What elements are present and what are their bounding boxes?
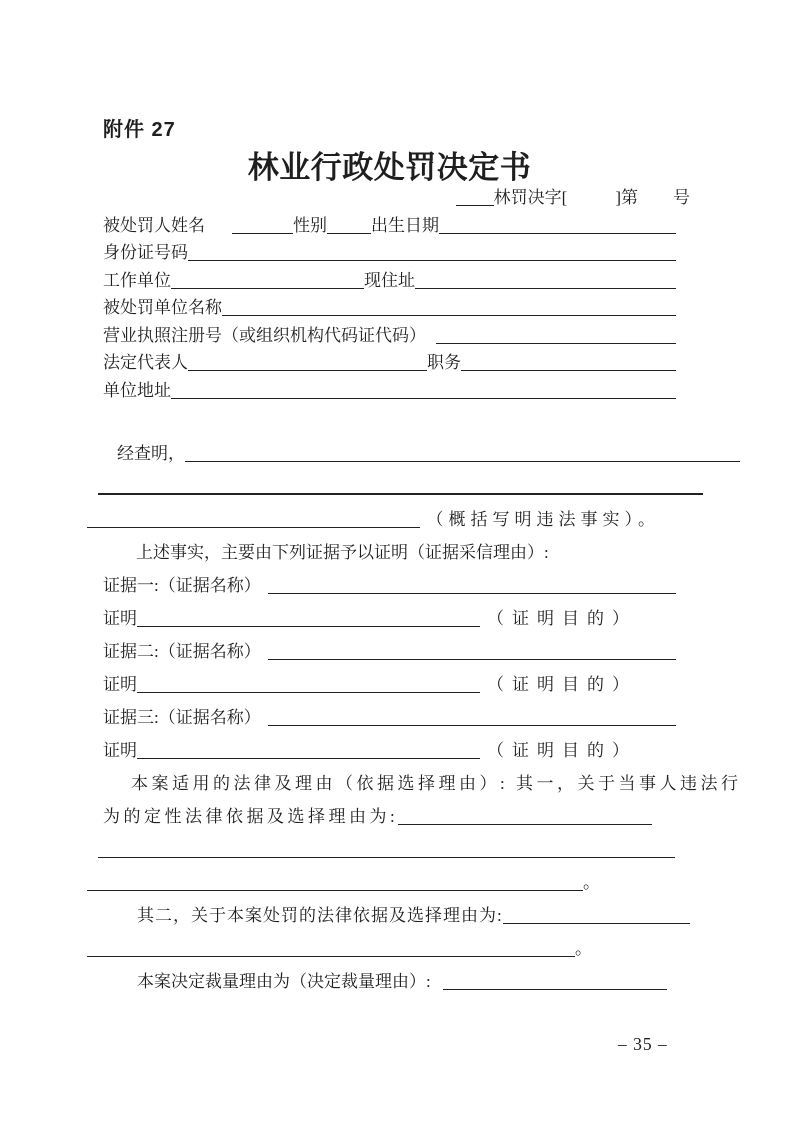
legal-second-blank-2 bbox=[87, 953, 575, 957]
name-blank bbox=[232, 230, 293, 234]
evidence-2-name-row bbox=[103, 629, 676, 662]
document-title: 林业行政处罚决定书 bbox=[247, 150, 532, 185]
evidence-3-prove-label: 证明 bbox=[103, 740, 137, 760]
evidence-1-prove-row bbox=[103, 596, 676, 629]
legal-blank-row bbox=[98, 827, 675, 860]
legal-basis-blank-3 bbox=[87, 887, 583, 891]
legal-line1: 本案适用的法律及理由（依据选择理由）: 其一，关于当事人违法行 bbox=[131, 773, 742, 793]
license-label: 营业执照注册号（或组织机构代码证代码） bbox=[103, 325, 426, 345]
unit-name-label: 被处罚单位名称 bbox=[103, 298, 222, 317]
id-number-blank bbox=[188, 257, 676, 261]
document-content bbox=[103, 118, 743, 992]
doc-number-middle: ]第 bbox=[615, 188, 638, 207]
evidence-2-prove-row bbox=[103, 662, 676, 695]
evidence-2-name-label: 证据二:（证据名称） bbox=[103, 641, 261, 661]
license-blank bbox=[436, 340, 676, 344]
legal-section bbox=[103, 761, 743, 992]
legal-second-blank-1 bbox=[503, 920, 690, 924]
findings-blank-1 bbox=[185, 458, 740, 462]
name-label: 被处罚人姓名 bbox=[103, 215, 205, 235]
gender-label: 性别 bbox=[293, 215, 327, 235]
evidence-3-name-row bbox=[103, 695, 676, 728]
position-blank bbox=[461, 367, 676, 371]
legal-period-row-1 bbox=[87, 860, 660, 893]
evidence-2-purpose-note: （证明目的） bbox=[487, 674, 637, 694]
legal-basis-blank-1 bbox=[398, 821, 652, 825]
findings-section bbox=[103, 431, 743, 563]
info-row-work bbox=[103, 263, 676, 291]
evidence-3-name-label: 证据三:（证据名称） bbox=[103, 707, 261, 727]
work-unit-label: 工作单位 bbox=[103, 270, 171, 290]
doc-number-serial-gap bbox=[638, 207, 673, 208]
evidence-3-prove-row bbox=[103, 728, 676, 761]
unit-name-blank bbox=[222, 312, 676, 316]
findings-blank-3 bbox=[87, 524, 420, 528]
evidence-1-prove-blank bbox=[137, 623, 480, 627]
doc-number-suffix: 号 bbox=[673, 188, 690, 207]
doc-number-line bbox=[103, 186, 690, 208]
legal-rep-label: 法定代表人 bbox=[103, 353, 188, 372]
info-row-legal-rep bbox=[103, 346, 676, 374]
party-info-section bbox=[103, 208, 743, 401]
evidence-2-prove-label: 证明 bbox=[103, 674, 137, 694]
legal-second-row bbox=[103, 893, 690, 926]
info-row-unit-name bbox=[103, 291, 676, 319]
legal-basis-blank-2 bbox=[98, 854, 675, 858]
evidence-3-purpose-note: （证明目的） bbox=[487, 740, 637, 760]
evidence-2-name-blank bbox=[268, 656, 676, 660]
info-row-person bbox=[103, 208, 676, 236]
legal-line1-row bbox=[103, 761, 740, 794]
findings-note: （概括写明违法事实）。 bbox=[426, 509, 660, 529]
evidence-1-name-row bbox=[103, 563, 676, 596]
discretion-label: 本案决定裁量理由为（决定裁量理由）: bbox=[137, 971, 435, 991]
work-unit-blank bbox=[171, 285, 364, 289]
findings-blank-row bbox=[98, 464, 703, 497]
legal-second-label: 其二，关于本案处罚的法律依据及选择理由为: bbox=[137, 905, 503, 925]
attachment-label: 附件 27 bbox=[103, 119, 176, 141]
doc-number-prefix: 林罚决字[ bbox=[493, 188, 568, 207]
evidence-1-name-blank bbox=[268, 590, 676, 594]
evidence-3-prove-blank bbox=[137, 755, 480, 759]
evidence-section bbox=[103, 563, 743, 761]
legal-line2-row bbox=[103, 794, 652, 827]
evidence-intro-row bbox=[103, 530, 676, 563]
period-mark-2: 。 bbox=[575, 938, 592, 958]
evidence-1-prove-label: 证明 bbox=[103, 608, 137, 628]
evidence-2-prove-blank bbox=[137, 689, 480, 693]
doc-number-blank bbox=[456, 202, 494, 206]
evidence-1-purpose-note: （证明目的） bbox=[487, 608, 637, 628]
info-row-unit-address bbox=[103, 373, 676, 401]
address-label: 现住址 bbox=[364, 270, 415, 290]
page-number: – 35 – bbox=[618, 1034, 668, 1054]
evidence-1-name-label: 证据一:（证据名称） bbox=[103, 575, 261, 595]
findings-lead-label: 经查明， bbox=[117, 443, 185, 463]
findings-lead-row bbox=[103, 431, 740, 464]
birth-date-label: 出生日期 bbox=[371, 215, 439, 235]
position-label: 职务 bbox=[427, 353, 461, 372]
findings-note-row bbox=[87, 497, 660, 530]
legal-period-row-2 bbox=[87, 926, 660, 959]
unit-address-label: 单位地址 bbox=[103, 380, 171, 400]
evidence-intro: 上述事实，主要由下列证据予以证明（证据采信理由）: bbox=[136, 542, 549, 562]
birth-date-blank bbox=[439, 230, 676, 234]
legal-line2-label: 为的定性法律依据及选择理由为: bbox=[103, 806, 399, 826]
evidence-3-name-blank bbox=[268, 722, 676, 726]
doc-number-year-gap bbox=[567, 207, 615, 208]
unit-address-blank bbox=[171, 395, 676, 399]
address-blank bbox=[415, 285, 676, 289]
info-row-id bbox=[103, 236, 676, 264]
findings-blank-2 bbox=[98, 490, 703, 495]
legal-rep-blank bbox=[188, 367, 427, 371]
discretion-row bbox=[103, 959, 667, 992]
discretion-blank bbox=[443, 986, 667, 990]
info-row-license bbox=[103, 318, 676, 346]
id-number-label: 身份证号码 bbox=[103, 243, 188, 262]
gender-blank bbox=[327, 230, 371, 234]
period-mark-1: 。 bbox=[583, 872, 600, 892]
